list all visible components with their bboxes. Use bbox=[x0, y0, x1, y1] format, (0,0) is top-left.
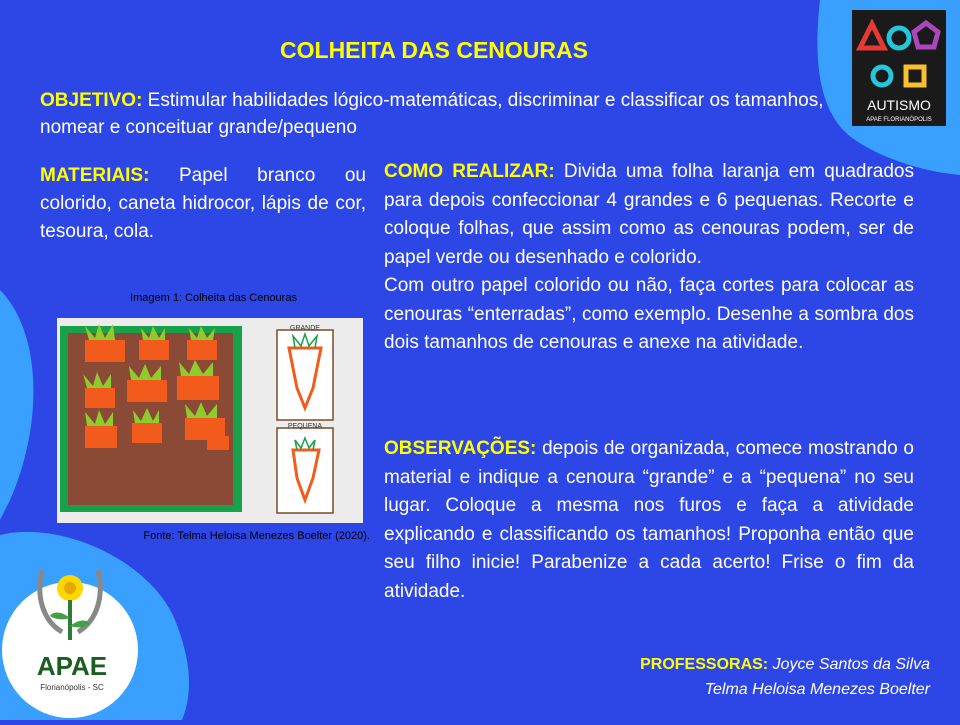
teacher-name-1: Joyce Santos da Silva bbox=[768, 656, 930, 673]
how-to-paragraph-1 bbox=[384, 158, 914, 272]
left-wave bbox=[0, 290, 33, 520]
observations-text: depois de organizada, comece mostrando o material e indique a cenoura “grande” e a “pequena” no seu lugar. Coloque a mesma nos furos e faça a atividade explicando e classificando os tamanhos! Proponha então que seu filho inicie! Parabenize a cada acerto! Frise o fim da atividade. bbox=[384, 438, 914, 602]
autismo-logo bbox=[852, 10, 946, 126]
autismo-logo-text: AUTISMO bbox=[867, 97, 931, 113]
objective-text: Estimular habilidades lógico-matemáticas, discriminar e classificar os tamanhos, nomear e conceituar grande/pequeno bbox=[40, 90, 824, 138]
teachers-line-1 bbox=[640, 652, 930, 677]
autismo-logo-shapes bbox=[852, 10, 946, 126]
teachers-label: PROFESSORAS: bbox=[640, 656, 769, 673]
observations-label: OBSERVAÇÕES: bbox=[384, 438, 537, 459]
big-carrot-label: GRANDE bbox=[290, 325, 320, 332]
small-carrot-label: PEQUENA bbox=[287, 423, 323, 430]
objective-label: OBJETIVO: bbox=[40, 90, 143, 111]
teachers-block bbox=[640, 652, 930, 702]
activity-photo bbox=[57, 318, 363, 523]
apae-logo bbox=[0, 540, 200, 720]
apae-logo-drawing bbox=[0, 540, 200, 720]
materials-label: MATERIAIS: bbox=[40, 165, 150, 186]
how-to-paragraph-2: Com outro papel colorido ou não, faça cortes para colocar as cenouras “enterradas”, como exemplo. Desenhe a sombra dos dois tamanhos de cenouras e anexe na atividade. bbox=[384, 275, 914, 353]
objective-paragraph bbox=[40, 87, 840, 141]
teacher-name-2: Telma Heloisa Menezes Boelter bbox=[704, 681, 930, 698]
how-to-label: COMO REALIZAR: bbox=[384, 161, 555, 182]
image-source: Fonte: Telma Heloisa Menezes Boelter (2020). bbox=[143, 530, 370, 542]
page-title: COLHEITA DAS CENOURAS bbox=[280, 37, 588, 63]
activity-photo-drawing bbox=[57, 318, 363, 523]
apae-logo-subtext: Florianópolis - SC bbox=[40, 683, 104, 692]
apae-logo-text: APAE bbox=[36, 651, 108, 681]
how-to-section bbox=[384, 158, 914, 358]
materials-text: Papel branco ou colorido, caneta hidrocor, lápis de cor, tesoura, cola. bbox=[40, 165, 366, 242]
how-to-text: Divida uma folha laranja em quadrados para depois confeccionar 4 grandes e 6 pequenas. Recorte e coloque folhas, que assim como as cenouras podem, ser de papel verde ou desenhado e colorido. bbox=[384, 161, 914, 268]
observations-paragraph bbox=[384, 435, 914, 606]
materials-paragraph bbox=[40, 162, 366, 246]
image-caption: Imagem 1: Colheita das Cenouras bbox=[130, 292, 297, 304]
autismo-logo-subtext: APAE FLORIANÓPOLIS bbox=[866, 117, 932, 123]
carrots-group bbox=[85, 340, 229, 450]
